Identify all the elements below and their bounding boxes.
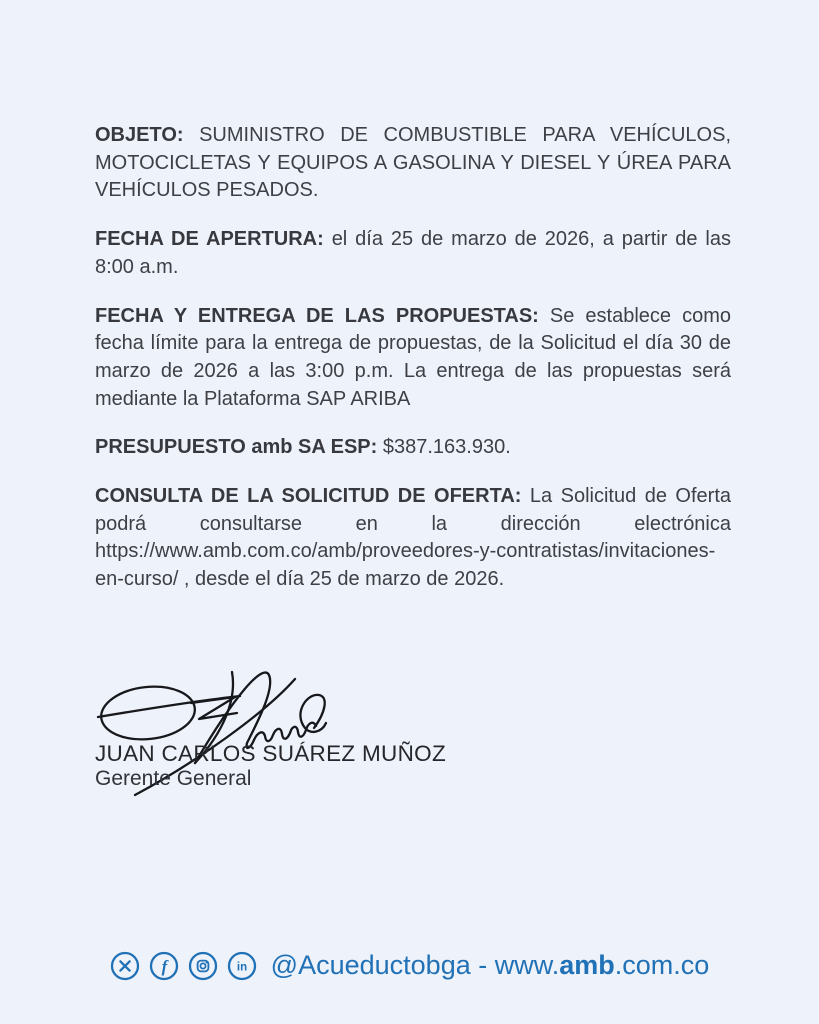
svg-text:in: in	[236, 961, 247, 973]
paragraph-fecha-apertura	[95, 226, 731, 281]
footer-separator: -	[470, 950, 495, 980]
facebook-icon[interactable]	[149, 951, 179, 981]
signatory-title: Gerente General	[95, 767, 252, 790]
paragraph-fecha-apertura-text: el día 25 de marzo de 2026, a partir de las 8:00 a.m.	[95, 228, 731, 278]
signature-block	[95, 655, 455, 805]
paragraph-objeto	[95, 122, 731, 205]
signatory-name: JUAN CARLOS SUÁREZ MUÑOZ	[95, 741, 446, 766]
paragraph-objeto-text: SUMINISTRO DE COMBUSTIBLE PARA VEHÍCULOS, MOTOCICLETAS Y EQUIPOS A GASOLINA Y DIESEL Y ÚREA PARA VEHÍCULOS PESADOS.	[95, 124, 731, 202]
paragraph-entrega-propuestas-text: Se establece como fecha límite para la entrega de propuestas, de la Solicitud el día 30 de marzo de 2026 a las 3:00 p.m. La entrega de las propuestas será mediante la Plataforma SAP ARIBA	[95, 304, 731, 410]
footer-social-bar	[0, 950, 819, 981]
paragraph-consulta-oferta-text: La Solicitud de Oferta podrá consultarse en la dirección electrónica https://www.amb.com.co/amb/proveedores-y-contratistas/invitaciones-en-curso/ , desde el día 25 de marzo de 2026.	[95, 485, 732, 591]
website-url-prefix[interactable]: www.	[494, 950, 560, 980]
paragraph-fecha-apertura-label: FECHA DE APERTURA:	[95, 228, 324, 251]
footer-link-text	[271, 950, 710, 981]
document-body	[95, 122, 731, 615]
linkedin-icon[interactable]	[227, 951, 257, 981]
website-url-brand[interactable]: amb	[559, 950, 615, 980]
paragraph-consulta-oferta-label: CONSULTA DE LA SOLICITUD DE OFERTA:	[95, 485, 522, 508]
instagram-icon[interactable]	[188, 951, 218, 981]
website-url-suffix[interactable]: .com.co	[614, 950, 710, 980]
paragraph-presupuesto-text: $387.163.930.	[377, 436, 511, 459]
paragraph-objeto-label: OBJETO:	[95, 124, 184, 146]
paragraph-consulta-oferta	[95, 483, 731, 594]
social-handle[interactable]: @Acueductobga	[270, 950, 471, 980]
paragraph-presupuesto	[95, 434, 731, 462]
svg-text:f: f	[161, 956, 168, 976]
paragraph-entrega-propuestas	[95, 303, 731, 414]
paragraph-presupuesto-label: PRESUPUESTO amb SA ESP:	[95, 436, 378, 459]
paragraph-entrega-propuestas-label: FECHA Y ENTREGA DE LAS PROPUESTAS:	[95, 304, 539, 327]
x-twitter-icon[interactable]	[110, 951, 140, 981]
